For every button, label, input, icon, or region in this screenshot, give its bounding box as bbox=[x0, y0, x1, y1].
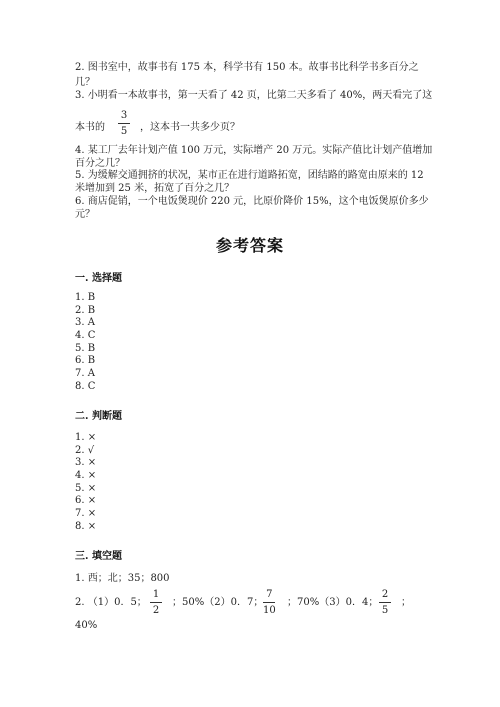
section-3-item-2-tail: 40% bbox=[75, 620, 98, 631]
section-3-item-2-seg-2: ；50%（2）0．7； bbox=[172, 597, 264, 608]
section-1-item: 8. C bbox=[75, 381, 96, 392]
section-2-heading: 二. 判断题 bbox=[75, 411, 122, 422]
fraction-numerator: 2 bbox=[381, 589, 389, 600]
section-1-item: 1. B bbox=[75, 292, 96, 303]
fraction-numerator: 1 bbox=[152, 589, 160, 600]
section-1-item: 5. B bbox=[75, 343, 96, 354]
section-1-item: 6. B bbox=[75, 355, 96, 366]
section-3-item-2-seg-4: ； bbox=[401, 597, 411, 608]
section-2-item: 7. × bbox=[75, 508, 97, 519]
section-2-item: 5. × bbox=[75, 483, 97, 494]
section-3-item-1: 1. 西；北；35；800 bbox=[75, 573, 170, 584]
problem-3-line-1: 3. 小明看一本故事书，第一天看了 42 页，比第二天多看了 40%，两天看完了这 bbox=[75, 90, 433, 101]
section-3-item-2-seg-3: ；70%（3）0．4； bbox=[287, 597, 379, 608]
fraction-denominator: 5 bbox=[381, 605, 389, 616]
section-3-item-2-seg-1: 2. （1）0．5； bbox=[75, 597, 147, 608]
section-1-heading: 一. 选择题 bbox=[75, 273, 122, 284]
fraction-denominator: 2 bbox=[152, 605, 160, 616]
section-1-item: 2. B bbox=[75, 305, 96, 316]
fraction-denominator: 5 bbox=[120, 126, 128, 137]
fraction-numerator: 7 bbox=[266, 589, 273, 600]
problem-2-line-2: 几？ bbox=[75, 77, 95, 88]
section-2-item: 3. × bbox=[75, 457, 97, 468]
problem-3-fraction bbox=[118, 110, 130, 137]
section-2-item: 2. √ bbox=[75, 445, 95, 456]
section-2-item: 4. × bbox=[75, 470, 97, 481]
section-1-item: 7. A bbox=[75, 368, 95, 379]
section-1-item: 3. A bbox=[75, 317, 95, 328]
section-2-item: 1. × bbox=[75, 432, 97, 443]
fraction-denominator: 10 bbox=[263, 605, 276, 616]
fraction-numerator: 3 bbox=[120, 110, 128, 121]
problem-5-line-1: 5. 为缓解交通拥挤的状况，某市正在进行道路拓宽，团结路的路宽由原来的 12 bbox=[75, 170, 424, 181]
section-3-heading: 三. 填空题 bbox=[75, 551, 122, 562]
problem-5-line-2: 米增加到 25 米，拓宽了百分之几？ bbox=[75, 183, 235, 194]
section-3-item-2-fraction-1 bbox=[150, 589, 162, 616]
problem-4-line-2: 百分之几？ bbox=[75, 158, 125, 169]
section-2-item: 8. × bbox=[75, 521, 97, 532]
problem-3-line-2-suffix: ，这本书一共多少页？ bbox=[140, 122, 240, 133]
section-3-item-2-fraction-2 bbox=[263, 589, 276, 616]
section-2-item: 6. × bbox=[75, 495, 97, 506]
problem-2-line-1: 2. 图书室中，故事书有 175 本，科学书有 150 本。故事书比科学书多百分之 bbox=[75, 62, 419, 73]
section-3-item-2-fraction-3 bbox=[379, 589, 391, 616]
answers-title: 参考答案 bbox=[215, 236, 284, 255]
problem-6-line-1: 6. 商店促销，一个电饭煲现价 220 元，比原价降价 15%，这个电饭煲原价多少 bbox=[75, 196, 429, 207]
problem-3-line-2-prefix: 本书的 bbox=[75, 122, 105, 133]
problem-4-line-1: 4. 某工厂去年计划产值 100 万元，实际增产 20 万元。实际产值比计划产值增加 bbox=[75, 145, 433, 156]
problem-6-line-2: 元？ bbox=[75, 209, 95, 220]
section-1-item: 4. C bbox=[75, 330, 96, 341]
